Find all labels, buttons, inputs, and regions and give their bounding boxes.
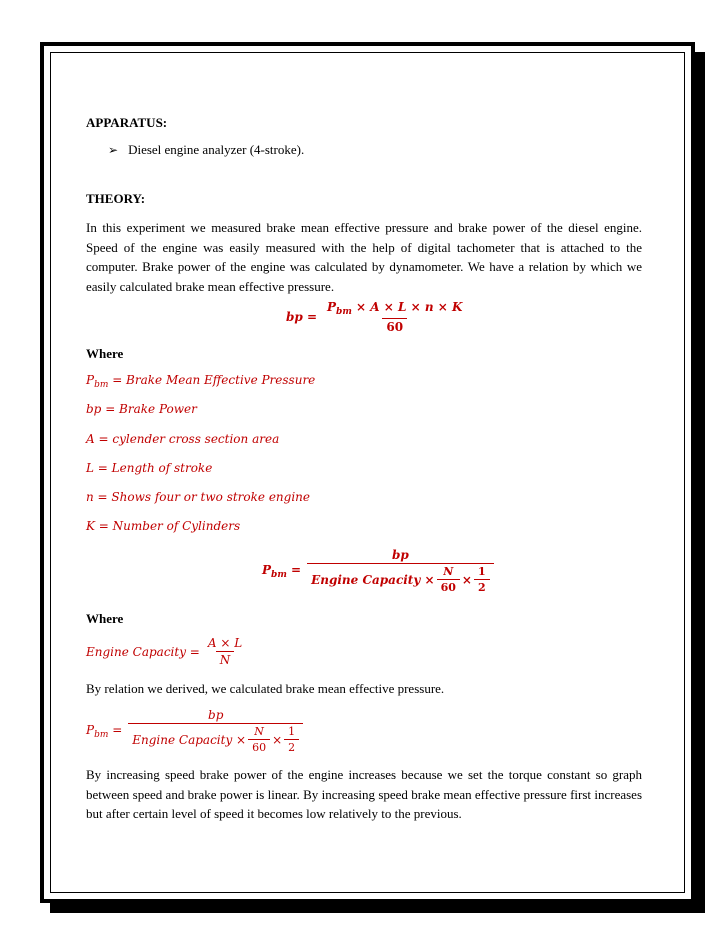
definition-pbm: $P_{bm}$ = Brake Mean Effective Pressure	[86, 373, 316, 390]
equation-brake-power	[286, 300, 466, 334]
eq1-lhs: bp =	[286, 310, 318, 324]
eq4-num: bp	[208, 708, 224, 722]
theory-paragraph: In this experiment we measured brake mean effective pressure and brake power of the diesel engine. Speed of the engine was easily measured with the help of digital tachometer that is attached to the computer. Brake power of the engine was calculated by dynamometer. We have a relation by which we easily calculated brake mean effective pressure.	[86, 220, 642, 294]
equation-engine-capacity	[86, 636, 246, 667]
conclusion-paragraph: By increasing speed brake power of the engine increases because we set the torque constant so graph between speed and brake power is linear. By increasing speed brake mean effective pressure first increases but after certain level of speed it becomes low relatively to the previous.	[86, 767, 642, 821]
apparatus-heading: APPARATUS:	[86, 115, 168, 130]
eq2-num: bp	[391, 548, 409, 562]
eq3-den: N	[216, 651, 235, 667]
where-label-1: Where	[86, 346, 124, 361]
eq3-lhs: Engine Capacity =	[86, 644, 200, 659]
eq2-den: Engine Capacity × $\frac{N}{60}$ × $\frac{1}{2}$	[307, 563, 494, 594]
theory-heading: THEORY:	[86, 191, 146, 206]
eq1-num-rest: × A × L × n × K	[351, 300, 463, 314]
eq3-num: A × L	[207, 636, 243, 650]
eq4-den: Engine Capacity × $\frac{N}{60}$ × $\frac{1}{2}$	[128, 723, 303, 754]
eq1-den: 60	[382, 318, 407, 334]
eq4-lhs: $P_{bm}$ =	[86, 722, 123, 740]
derived-relation-text: By relation we derived, we calculated brake mean effective pressure.	[86, 681, 445, 696]
eq1-num-sub: bm	[336, 307, 352, 317]
apparatus-item-text: Diesel engine analyzer (4-stroke).	[128, 142, 305, 157]
equation-pbm	[86, 708, 303, 754]
where-label-2: Where	[86, 611, 124, 626]
eq2-lhs: $P_{bm}$ =	[262, 562, 302, 580]
definition-bp: bp = Brake Power	[86, 402, 197, 416]
arrow-bullet-icon: ➢	[108, 143, 119, 157]
equation-pbm-bold	[262, 548, 494, 594]
definition-a: A = cylender cross section area	[86, 432, 280, 446]
definition-k: K = Number of Cylinders	[86, 519, 241, 533]
eq1-fraction	[323, 300, 466, 334]
definition-l: L = Length of stroke	[86, 461, 213, 475]
eq3-fraction	[204, 636, 246, 667]
eq2-fraction	[307, 548, 494, 594]
apparatus-list-item	[108, 142, 304, 158]
eq1-num-sym: P	[327, 300, 337, 314]
definition-n: n = Shows four or two stroke engine	[86, 490, 310, 504]
eq4-fraction	[128, 708, 303, 754]
